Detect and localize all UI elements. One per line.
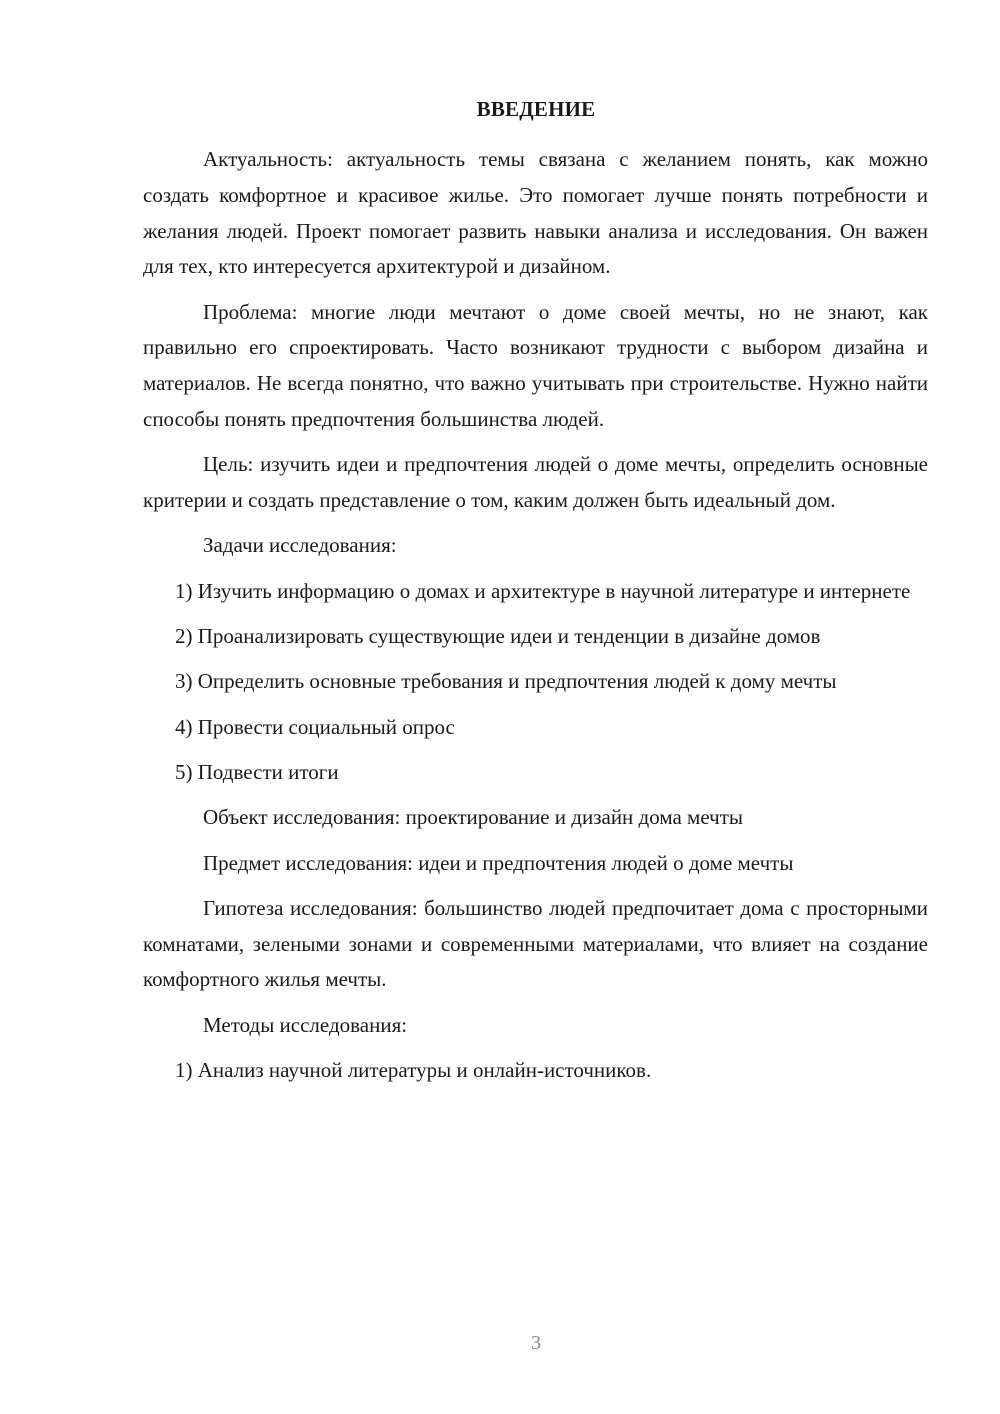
problem-paragraph: Проблема: многие люди мечтают о доме своей мечты, но не знают, как правильно его спроектировать. Часто возникают трудности с выбором дизайна и материалов. Не всегда понятно, что важно учитывать при строительстве. Нужно найти способы понять предпочтения большинства людей. — [143, 299, 928, 432]
page-body — [143, 142, 928, 1098]
page-number: 3 — [531, 1332, 541, 1354]
tasks-heading: Задачи исследования: — [203, 533, 397, 558]
methods-heading: Методы исследования: — [203, 1012, 408, 1037]
task-item-5: 5) Подвести итоги — [175, 759, 339, 784]
goal-paragraph: Цель: изучить идеи и предпочтения людей о доме мечты, определить основные критерии и создать представление о том, каким должен быть идеальный дом. — [143, 452, 928, 513]
task-item-2: 2) Проанализировать существующие идеи и тенденции в дизайне домов — [175, 624, 821, 649]
task-item-1: 1) Изучить информацию о домах и архитектуре в научной литературе и интернете — [175, 578, 911, 603]
task-item-4: 4) Провести социальный опрос — [175, 714, 455, 739]
task-item-3: 3) Определить основные требования и предпочтения людей к дому мечты — [175, 669, 837, 694]
hypothesis-paragraph: Гипотеза исследования: большинство людей предпочитает дома с просторными комнатами, зелеными зонами и современными материалами, что влияет на создание комфортного жилья мечты. — [143, 895, 928, 992]
page-title: ВВЕДЕНИЕ — [476, 97, 596, 121]
subject-paragraph: Предмет исследования: идеи и предпочтения людей о доме мечты — [203, 850, 794, 875]
method-item-1: 1) Анализ научной литературы и онлайн-источников. — [175, 1058, 652, 1083]
relevance-paragraph: Актуальность: актуальность темы связана с желанием понять, как можно создать комфортное и красивое жилье. Это помогает лучше понять потребности и желания людей. Проект помогает развить навыки анализа и исследования. Он важен для тех, кто интересуется архитектурой и дизайном. — [143, 147, 928, 279]
object-paragraph: Объект исследования: проектирование и дизайн дома мечты — [203, 805, 743, 830]
